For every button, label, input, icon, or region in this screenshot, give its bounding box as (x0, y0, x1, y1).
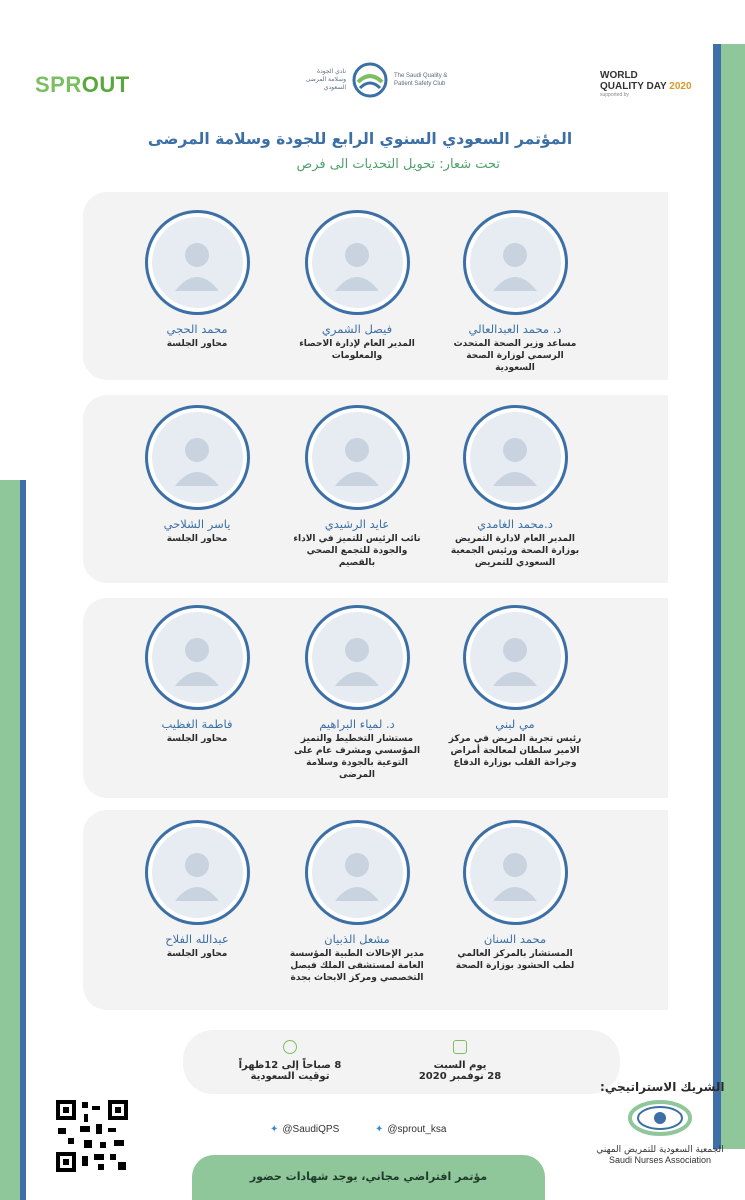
speaker-role: محاور الجلسة (166, 534, 228, 544)
speaker-role: المدير العام لادارة التمريض بوزارة الصحة ورئيس الجمعية السعودي للتمريض (450, 534, 580, 568)
speaker-photo (305, 210, 410, 315)
speaker-card (122, 405, 272, 545)
speaker-name: مي لبني (495, 717, 535, 731)
event-day: يوم السبت (433, 1060, 487, 1071)
speaker-name: ياسر الشلاحي (163, 517, 231, 531)
person-avatar-icon (167, 843, 227, 903)
speaker-role: المدير العام لإدارة الاحصاء والمعلومات (299, 339, 415, 361)
person-avatar-icon (485, 843, 545, 903)
event-day-block (395, 1040, 525, 1082)
club-name-ar: نادي الجودة وسلامة المرضى السعودي (305, 68, 346, 91)
person-avatar-icon (327, 233, 387, 293)
speaker-card (440, 210, 590, 374)
speaker-role: مساعد وزير الصحة المتحدث الرسمي لوزارة الصحة السعودية (453, 339, 577, 373)
speaker-photo (463, 820, 568, 925)
event-time-block (225, 1040, 355, 1082)
speaker-photo (145, 405, 250, 510)
decor-bar-left-green (0, 480, 20, 1200)
speaker-photo (463, 210, 568, 315)
person-avatar-icon (485, 628, 545, 688)
person-avatar-icon (485, 428, 545, 488)
club-emblem-icon (352, 62, 388, 98)
speaker-name: فيصل الشمري (321, 322, 393, 336)
decor-bar-right-blue (713, 44, 721, 1149)
qr-code[interactable] (54, 1098, 130, 1174)
speaker-name: د. محمد العبدالعالي (468, 322, 562, 336)
person-avatar-icon (167, 233, 227, 293)
speaker-photo (145, 605, 250, 710)
speaker-name: د.محمد الغامدي (477, 517, 553, 531)
speaker-card (282, 820, 432, 984)
conference-slogan: تحت شعار: تحويل التحديات الى فرص (296, 157, 500, 172)
world-quality-day-logo: WORLD QUALITY DAY 2020 supported by (600, 70, 692, 98)
speaker-card (122, 820, 272, 960)
sprout-logo: SPROUT (35, 72, 130, 97)
speaker-card (282, 210, 432, 362)
speaker-role: محاور الجلسة (166, 949, 228, 959)
speaker-role: رئيس تجربة المريض في مركز الامير سلطان لمعالجة أمراض وجراحة القلب بوزارة الدفاع (448, 734, 582, 768)
twitter-icon: ✦ (270, 1124, 279, 1135)
speaker-role: نائب الرئيس للتميز في الاداء والجودة للتجمع الصحي بالقصيم (293, 534, 421, 568)
twitter-icon: ✦ (375, 1124, 384, 1135)
nurses-association-icon (625, 1098, 695, 1138)
speaker-name: د. لمياء البراهيم (319, 717, 395, 731)
social-handle-saudiqps[interactable]: ✦ @SaudiQPS (270, 1124, 340, 1135)
speaker-role: محاور الجلسة (166, 339, 228, 349)
partner-logo (590, 1098, 730, 1165)
social-handle-sprout[interactable]: ✦ @sprout_ksa (375, 1124, 447, 1135)
footer-text: مؤتمر افتراضي مجاني، يوجد شهادات حضور (249, 1170, 488, 1183)
person-avatar-icon (327, 428, 387, 488)
club-logo (300, 62, 454, 98)
speaker-card (282, 405, 432, 569)
person-avatar-icon (167, 628, 227, 688)
speaker-role: مستشار التخطيط والتميز المؤسسي ومشرف عام على التوعية بالجودة وسلامة المرضى (293, 734, 421, 780)
speaker-photo (305, 405, 410, 510)
club-name-en: The Saudi Quality & Patient Safety Club (394, 73, 448, 87)
speaker-name: عبدالله الفلاح (165, 932, 229, 946)
partner-title: الشريك الاستراتيجي: (600, 1080, 725, 1094)
person-avatar-icon (327, 843, 387, 903)
speaker-photo (463, 405, 568, 510)
speaker-name: عايد الرشيدي (324, 517, 390, 531)
event-date: 28 نوفمبر 2020 (418, 1071, 502, 1082)
calendar-icon (453, 1040, 467, 1054)
speaker-name: محمد السنان (483, 932, 547, 946)
speaker-name: محمد الحجي (166, 322, 228, 336)
speaker-photo (305, 820, 410, 925)
decor-bar-right-green (721, 44, 745, 1149)
speaker-photo (463, 605, 568, 710)
speaker-card (440, 605, 590, 769)
speaker-card (122, 210, 272, 350)
person-avatar-icon (327, 628, 387, 688)
conference-title: المؤتمر السعودي السنوي الرابع للجودة وسلامة المرضى (147, 130, 573, 148)
decor-bar-left-blue (20, 480, 26, 1200)
partner-name-ar: الجمعية السعودية للتمريض المهني (596, 1145, 724, 1155)
speaker-photo (145, 210, 250, 315)
speaker-card (122, 605, 272, 745)
partner-name-en: Saudi Nurses Association (608, 1155, 712, 1165)
event-time: 8 صباحاً إلى 12ظهراً (238, 1060, 342, 1071)
speaker-photo (305, 605, 410, 710)
speaker-card (440, 405, 590, 569)
event-timezone: توقيت السعودية (250, 1071, 330, 1082)
speaker-name: فاطمة الغظيب (161, 717, 233, 731)
speaker-role: المستشار بالمركز العالمي لطب الحشود بوزارة الصحة (455, 949, 575, 971)
speaker-card (440, 820, 590, 972)
clock-icon (283, 1040, 297, 1054)
speaker-photo (145, 820, 250, 925)
person-avatar-icon (167, 428, 227, 488)
speaker-role: محاور الجلسة (166, 734, 228, 744)
person-avatar-icon (485, 233, 545, 293)
speaker-name: مشعل الذبيان (324, 932, 390, 946)
speaker-role: مدير الإحالات الطبية المؤسسة العامة لمستشفى الملك فيصل التخصصي ومركز الابحاث بجدة (289, 949, 425, 983)
speaker-card (282, 605, 432, 781)
